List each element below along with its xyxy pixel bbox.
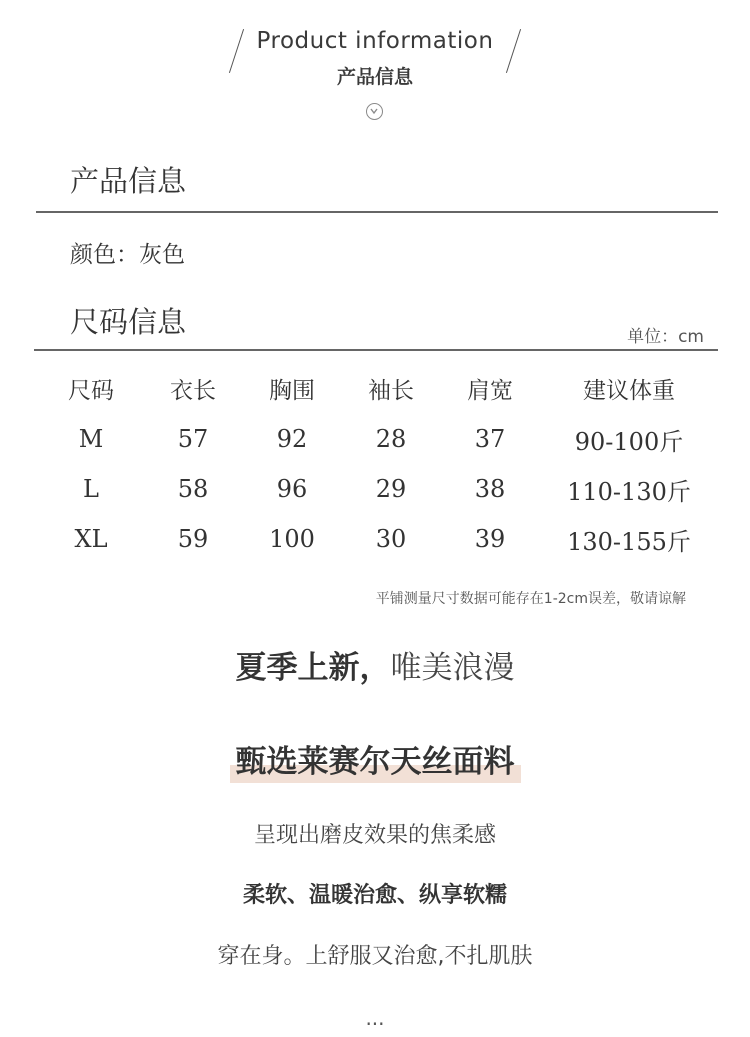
table-cell: 90-100斤	[574, 427, 684, 456]
promo-line-1: 呈现出磨皮效果的焦柔感	[253, 823, 496, 848]
table-cell: 29	[375, 475, 407, 503]
table-cell: 39	[474, 525, 506, 553]
table-row	[38, 514, 718, 564]
measurement-note: 平铺测量尺寸数据可能存在1-2cm误差，敬请谅解	[375, 591, 686, 607]
table-cell: 130-155斤	[567, 527, 691, 556]
promo-line-2: 柔软、温暖治愈、纵享软糯	[242, 883, 507, 908]
column-header: 建议体重	[583, 377, 675, 404]
column-header: 肩宽	[467, 377, 513, 404]
table-cell: M	[78, 425, 104, 453]
fabric-heading: 甄选莱赛尔天丝面料	[230, 736, 521, 783]
unit-label: 单位：cm	[627, 327, 704, 347]
table-cell: 59	[177, 525, 209, 553]
table-cell: 100	[269, 525, 315, 553]
table-cell: XL	[74, 525, 108, 553]
header-title-zh: 产品信息	[336, 66, 413, 88]
table-cell: 110-130斤	[567, 477, 691, 506]
column-header: 袖长	[368, 377, 414, 404]
color-info	[70, 236, 185, 269]
tagline-bold: 夏季上新，	[235, 650, 391, 686]
fabric-heading-wrap	[0, 736, 750, 783]
table-cell: 57	[177, 425, 209, 453]
product-divider	[36, 211, 718, 213]
column-header: 尺码	[68, 377, 114, 404]
column-header: 胸围	[269, 377, 315, 404]
table-cell: 96	[276, 475, 308, 503]
chevron-down-circle-icon	[366, 103, 383, 120]
table-cell: 58	[177, 475, 209, 503]
table-cell: 28	[375, 425, 407, 453]
color-label: 颜色：	[70, 242, 139, 268]
promo-line-3: 穿在身。上舒服又治愈,不扎肌肤	[217, 944, 533, 969]
tagline-light: 唯美浪漫	[390, 650, 515, 686]
tagline	[0, 642, 750, 687]
size-table	[38, 362, 718, 564]
size-section-title: 尺码信息	[70, 305, 187, 339]
table-cell: 92	[276, 425, 308, 453]
table-cell: 38	[474, 475, 506, 503]
color-value: 灰色	[139, 242, 185, 268]
ellipsis: ...	[365, 1006, 385, 1030]
table-row	[38, 464, 718, 514]
size-divider	[34, 349, 718, 351]
table-cell: L	[83, 475, 99, 503]
column-header: 衣长	[170, 377, 216, 404]
table-cell: 30	[375, 525, 407, 553]
table-cell: 37	[474, 425, 506, 453]
size-table-header	[38, 362, 718, 414]
header-title-en: Product information	[256, 28, 494, 54]
product-section-title: 产品信息	[70, 164, 187, 198]
table-row	[38, 414, 718, 464]
